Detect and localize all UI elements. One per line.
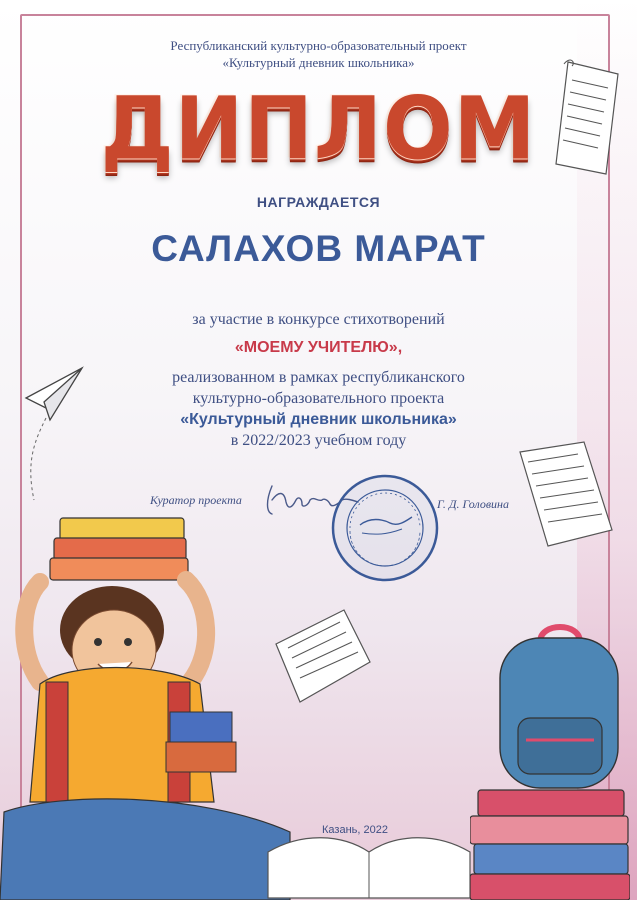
contest-name: «МОЕМУ УЧИТЕЛЮ», <box>234 339 403 356</box>
body-line-6: в 2022/2023 учебном году <box>230 432 407 449</box>
diploma-title: ДИПЛОМ <box>100 79 537 180</box>
project-header-line2: «Культурный дневник школьника» <box>222 55 415 70</box>
paper-plane-icon <box>24 362 86 502</box>
body-line-3: реализованном в рамках республиканского <box>172 369 465 386</box>
official-stamp-icon <box>330 473 440 583</box>
city-year: Казань, 2022 <box>322 824 388 836</box>
rolled-paper-icon <box>514 438 616 550</box>
body-line-4: культурно-образовательного проекта <box>192 390 445 407</box>
backpack-icon <box>470 618 630 900</box>
body-line-1: за участие в конкурсе стихотворений <box>192 311 445 328</box>
curator-name: Г. Д. Головина <box>437 497 510 511</box>
project-header-line1: Республиканский культурно-образовательный проект <box>170 38 467 53</box>
rolled-paper-icon <box>550 56 626 184</box>
project-name: «Культурный дневник школьника» <box>180 411 457 428</box>
awarded-label: НАГРАЖДАЕТСЯ <box>256 194 381 210</box>
recipient-name: САЛАХОВ МАРАТ <box>151 228 486 269</box>
boy-with-books-illustration <box>0 512 300 900</box>
curator-label: Куратор проекта <box>150 493 242 507</box>
